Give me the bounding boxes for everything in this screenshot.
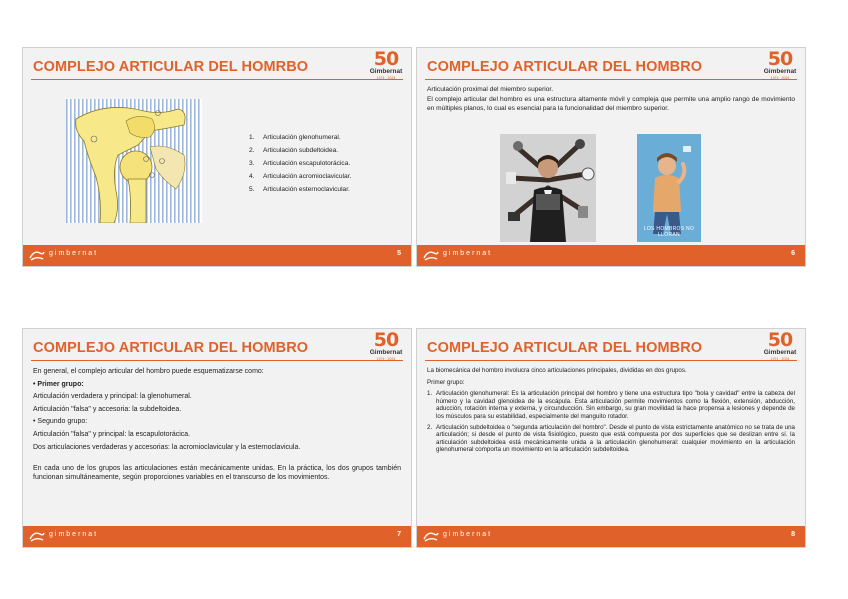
list-item: 1. Articulación glenohumeral. bbox=[249, 134, 341, 141]
slide-footer bbox=[417, 526, 805, 547]
footer-brand: gimbernat bbox=[49, 250, 99, 257]
group-heading: Primer grupo: bbox=[427, 378, 465, 386]
gimbernat-50-logo: 50 Gimbernat 1974 · 2024 bbox=[763, 48, 797, 80]
gimbernat-50-logo: 50 Gimbernat 1974 · 2024 bbox=[369, 329, 403, 361]
list-item: 2. Articulación subdeltoidea o "segunda articulación del hombro". Desde el punto de vista estrictamente anatómico no se trata de una articulación; si desde el punto de vista fisiológico, puesto que está compuesta por dos superficies que se deslizan entre sí. la articulación subdeltoidea está mecánicamente unida a la articulación glenohumeral: cualquier movimiento en la articulación glenohumeral comporta un movimiento en la articulación subdeltoidea. bbox=[427, 423, 795, 454]
slide-7 bbox=[22, 328, 412, 548]
list-item: 4. Articulación acromioclavicular. bbox=[249, 173, 352, 180]
page-number: 8 bbox=[791, 531, 795, 538]
slide-title: COMPLEJO ARTICULAR DEL HOMBRO bbox=[33, 340, 309, 356]
group-heading: • Primer grupo: bbox=[33, 380, 84, 388]
text-line: Articulación verdadera y principal: la glenohumeral. bbox=[33, 393, 192, 401]
slide-title: COMPLEJO ARTICULAR DEL HOMRBO bbox=[33, 59, 309, 75]
list-item: 1. Articulación glenohumeral: Es la articulación principal del hombro y tiene una estructura tipo "bola y cavidad" entre la cabeza del húmero y la cavidad glenoidea de la escápula. Esta articulación permite movimientos como la flexión, extensión, abducción, aducción, rotación interna y externa, y circunducción. Sin embargo, su gran movilidad la hace propensa a lesiones y depende de los músculos para su estabilidad, especialmente del manguito rotador. bbox=[427, 390, 795, 420]
title-divider bbox=[31, 79, 403, 80]
title-divider bbox=[31, 360, 403, 361]
paragraph: La biomecánica del hombro involucra cinco articulaciones principales, divididas en dos grupos. bbox=[427, 367, 687, 374]
text-line: En general, el complejo articular del hombro puede esquematizarse como: bbox=[33, 368, 264, 375]
page-number: 5 bbox=[397, 250, 401, 257]
text-line: Articulación "falsa" y principal: la escapulotorácica. bbox=[33, 430, 191, 438]
slide-body bbox=[427, 86, 795, 115]
joint-list bbox=[427, 390, 795, 454]
slide-footer bbox=[23, 526, 411, 547]
list-item: 2. Articulación subdeltoidea. bbox=[249, 147, 339, 154]
page-number: 7 bbox=[397, 531, 401, 538]
slide-body bbox=[427, 367, 795, 457]
paragraph: En cada uno de los grupos las articulaciones están mecánicamente unidas. En la práctica, los dos grupos también funcionan simultáneamente, según proporciones variables en el transcurso de los movimientos. bbox=[33, 465, 401, 482]
slide-title: COMPLEJO ARTICULAR DEL HOMBRO bbox=[427, 340, 703, 356]
slide-6 bbox=[416, 47, 806, 267]
slide-title: COMPLEJO ARTICULAR DEL HOMBRO bbox=[427, 59, 703, 75]
slide-8 bbox=[416, 328, 806, 548]
multitasking-man-photo bbox=[500, 134, 596, 242]
shoulder-anatomy-illustration bbox=[66, 99, 202, 223]
slide-footer bbox=[417, 245, 805, 266]
group-heading: • Segundo grupo: bbox=[33, 418, 88, 426]
gimbernat-50-logo: 50 Gimbernat 1974 · 2024 bbox=[369, 48, 403, 80]
page-number: 6 bbox=[791, 250, 795, 257]
joint-list bbox=[249, 131, 351, 196]
gimbernat-mark-icon bbox=[422, 529, 440, 544]
gimbernat-mark-icon bbox=[28, 248, 46, 263]
footer-brand: gimbernat bbox=[443, 250, 493, 257]
footer-brand: gimbernat bbox=[443, 531, 493, 538]
los-hombros-no-lloran-poster bbox=[637, 134, 701, 242]
gimbernat-mark-icon bbox=[28, 529, 46, 544]
slide-footer bbox=[23, 245, 411, 266]
paragraph: Articulación proximal del miembro superior. bbox=[427, 86, 554, 93]
title-divider bbox=[425, 360, 797, 361]
footer-brand: gimbernat bbox=[49, 531, 99, 538]
slide-5 bbox=[22, 47, 412, 267]
text-line: Articulación "falsa" y accesoria: la subdeltoidea. bbox=[33, 405, 182, 413]
poster-caption: LOS HOMBROS NO LLORAN bbox=[643, 226, 695, 238]
list-item: 5. Articulación esternoclavicular. bbox=[249, 186, 350, 193]
title-divider bbox=[425, 79, 797, 80]
list-item: 3. Articulación escapulotorácica. bbox=[249, 160, 351, 167]
paragraph: El complejo articular del hombro es una estructura altamente móvil y compleja que permite una amplio rango de movimiento en múltiples planos, lo cual es esencial para la funcionalidad del miembro superior. bbox=[427, 96, 795, 112]
slide-body bbox=[33, 367, 401, 485]
gimbernat-50-logo: 50 Gimbernat 1974 · 2024 bbox=[763, 329, 797, 361]
gimbernat-mark-icon bbox=[422, 248, 440, 263]
text-line: Dos articulaciones verdaderas y accesorias: la acromioclavicular y la esternoclavicula. bbox=[33, 443, 301, 451]
